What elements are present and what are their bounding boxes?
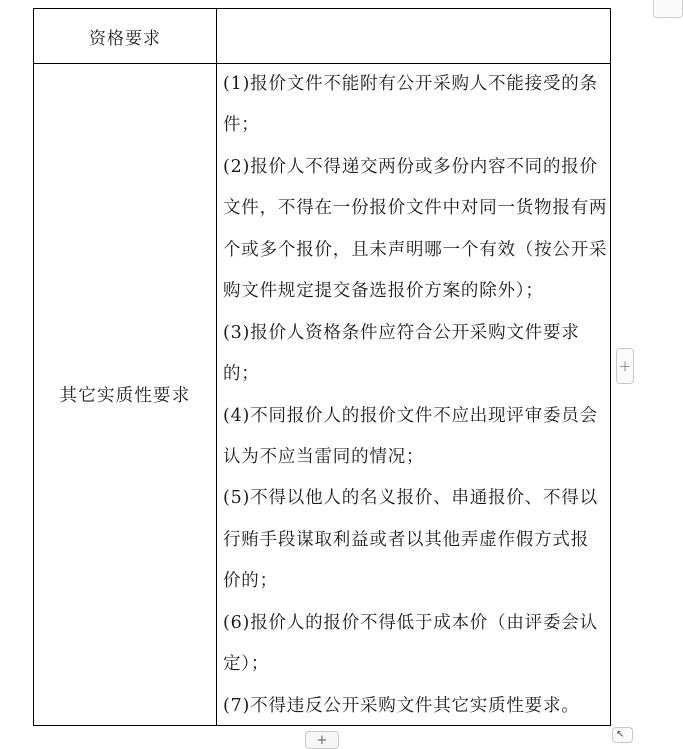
text-line: (3)报价人资格条件应符合公开采购文件要求 [223,322,580,343]
text-line: 价的； [223,571,278,592]
partial-button-top-right[interactable] [653,0,683,18]
plus-icon: + [316,732,328,748]
cell-qualification-value-empty[interactable] [217,9,610,63]
text-line: 件； [223,115,260,136]
other-substantive-label-text: 其它实质性要求 [59,386,191,406]
text-line: 行贿手段谋取利益或者以其他弄虚作假方式报 [223,529,589,550]
text-line: (1)报价文件不能附有公开采购人不能接受的条 [223,74,598,94]
add-column-button[interactable] [616,348,634,384]
text-line: 的； [223,364,260,385]
text-line: 定）； [223,654,270,675]
add-row-button[interactable] [305,731,339,749]
qualification-label-text: 资格要求 [89,28,161,49]
cell-qualification-label[interactable] [34,9,216,63]
text-line: (4)不同报价人的报价文件不应出现评审委员会 [223,405,598,426]
text-line: 认为不应当雷同的情况； [223,446,425,467]
table-resize-handle[interactable] [612,727,633,743]
resize-arrow-icon: ↖ [616,729,625,740]
text-line: (6)报价人的报价不得低于成本价（由评委会认 [223,612,598,633]
text-line: 购文件规定提交备选报价方案的除外）； [223,281,544,302]
text-line: (5)不得以他人的名义报价、串通报价、不得以 [223,488,598,509]
requirements-table [33,8,611,726]
text-line: 文件，不得在一份报价文件中对同一货物报有两 [223,198,608,219]
text-line: (2)报价人不得递交两份或多份内容不同的报价 [223,156,598,177]
plus-icon: + [618,357,632,375]
text-line: 个或多个报价，且未声明哪一个有效（按公开采 [223,239,608,260]
cell-other-substantive-content[interactable] [217,64,610,725]
text-line: (7)不得违反公开采购文件其它实质性要求。 [223,695,580,716]
cell-other-substantive-label[interactable] [34,64,216,725]
